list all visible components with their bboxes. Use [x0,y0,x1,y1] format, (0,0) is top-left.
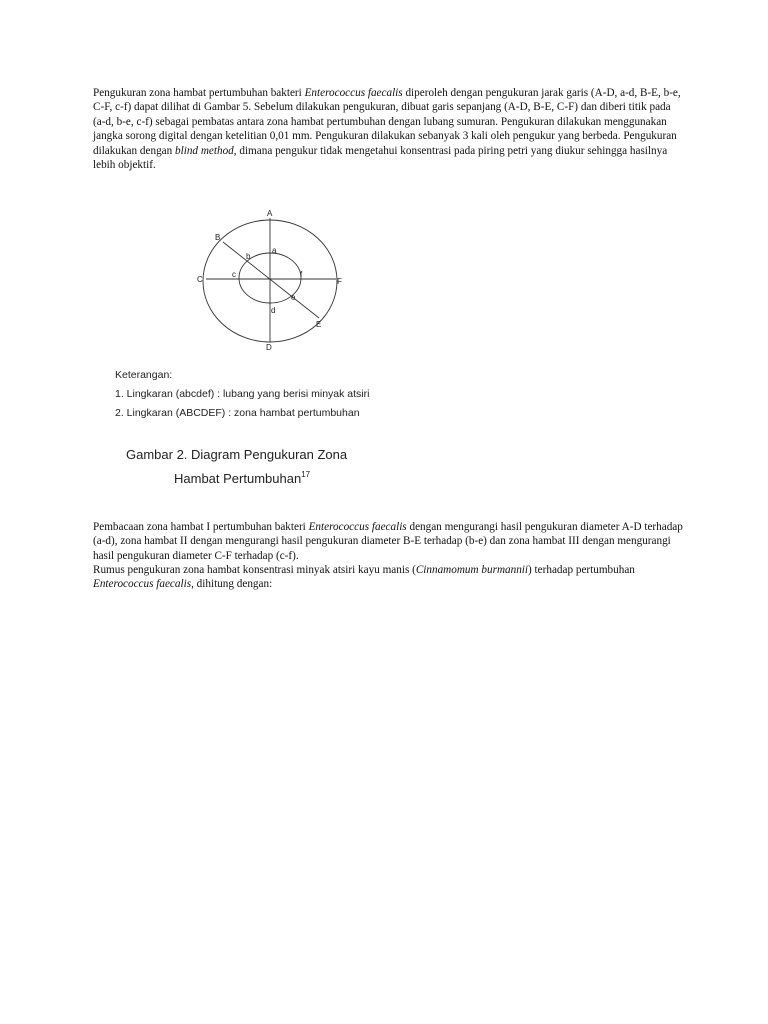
label-E: E [316,320,322,329]
legend-item-well: 1. Lingkaran (abcdef) : lubang yang berisi minyak atsiri [115,388,370,400]
species-name: Enterococcus faecalis [93,578,192,591]
legend-item-zone: 2. Lingkaran (ABCDEF) : zona hambat pertumbuhan [115,407,360,419]
species-name: Enterococcus faecalis [304,87,403,99]
paragraph-zone-reading [93,520,683,563]
label-D: D [266,343,272,352]
label-C: C [197,275,203,284]
species-name: Enterococcus faecalis [308,521,407,533]
text-run: ) terhadap pertumbuhan [528,564,635,576]
measurement-diagram [180,205,380,360]
term-blind-method: blind method [175,144,234,157]
citation-superscript: 17 [301,470,311,479]
paragraph-formula-intro [93,563,683,592]
label-a: a [272,246,277,255]
text-run: Pengukuran zona hambat pertumbuhan bakteri [93,87,305,99]
figure-caption-line1: Gambar 2. Diagram Pengukuran Zona [126,447,348,462]
text-run: , dimana pengukur tidak mengetahui konsentrasi pada piring petri yang diukur sehingga hasilnya lebih objektif. [93,144,668,172]
figure-caption-line2 [174,470,310,486]
label-A: A [267,209,273,218]
text-run: dengan mengurangi hasil pengukuran diameter A-D terhadap (a-d), zona hambat II dengan mengurangi hasil pengukuran diameter B-E terhadap (b-e) dan zona hambat III dengan mengurangi hasil pengukuran diameter C-F terhadap (c-f). [93,521,683,562]
legend-title: Keterangan: [115,369,173,381]
text-run: , dihitung dengan: [191,578,273,591]
label-B: B [215,233,221,242]
label-c: c [232,270,236,279]
label-d: d [271,306,276,315]
label-f: f [300,270,303,279]
label-F: F [337,277,342,286]
paragraph-measurement-method [93,86,683,172]
label-b: b [246,252,251,261]
text-run: Pembacaan zona hambat I pertumbuhan bakteri [93,521,309,533]
text-run: Rumus pengukuran zona hambat konsentrasi minyak atsiri kayu manis ( [93,564,416,576]
species-name-cinnamon: Cinnamomum burmannii [415,564,529,576]
text-run: diperoleh dengan pengukuran jarak garis (A-D, a-d, B-E, b-e, C-F, c-f) dapat dilihat di Gambar 5. Sebelum dilakukan pengukuran, dibuat garis sepanjang (A-D, B-E, C-F) dan diberi titik pada (a-d, b-e, c-f) sebagai pembatas antara zona hambat pertumbuhan dengan lubang sumuran. Pengukuran dilakukan menggunakan jangka sorong digital dengan ketelitian 0,01 mm. Pengukuran dilakukan sebanyak 3 kali oleh pengukur yang berbeda. Pengukuran dilakukan dengan [93,87,681,157]
label-e: e [291,293,296,302]
caption-text: Hambat Pertumbuhan [174,471,302,486]
